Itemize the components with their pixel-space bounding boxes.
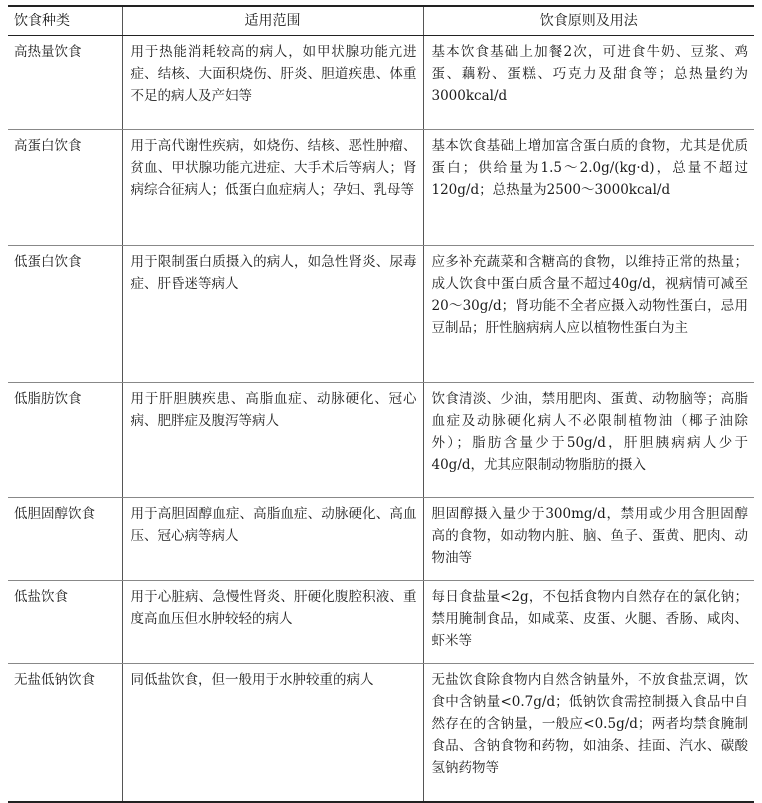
- diet-type-cell: 高热量饮食: [8, 36, 122, 130]
- principle-cell: 每日食盐量<2g，不包括食物内自然存在的氯化钠；禁用腌制食品，如咸菜、皮蛋、火腿、香肠、咸肉、虾米等: [423, 581, 754, 664]
- diet-type-cell: 低胆固醇饮食: [8, 498, 122, 581]
- table-header: [8, 6, 754, 36]
- principle-cell: 基本饮食基础上加餐2次，可进食牛奶、豆浆、鸡蛋、藕粉、蛋糕、巧克力及甜食等；总热量约为3000kcal/d: [423, 36, 754, 130]
- table-row: [8, 581, 754, 664]
- principle-cell: 无盐饮食除食物内自然含钠量外，不放食盐烹调，饮食中含钠量<0.7g/d；低钠饮食需控制摄入食品中自然存在的含钠量，一般应<0.5g/d；两者均禁食腌制食品、含钠食物和药物，如油条、挂面、汽水、碳酸氢钠药物等: [423, 664, 754, 803]
- scope-cell: 用于肝胆胰疾患、高脂血症、动脉硬化、冠心病、肥胖症及腹泻等病人: [122, 383, 423, 498]
- table-row: [8, 36, 754, 130]
- table-row: [8, 498, 754, 581]
- header-diet-type: 饮食种类: [8, 6, 122, 36]
- scope-cell: 用于心脏病、急慢性肾炎、肝硬化腹腔积液、重度高血压但水肿较轻的病人: [122, 581, 423, 664]
- table-row: [8, 664, 754, 803]
- table-row: [8, 246, 754, 383]
- diet-type-cell: 低盐饮食: [8, 581, 122, 664]
- scope-cell: 用于高胆固醇血症、高脂血症、动脉硬化、高血压、冠心病等病人: [122, 498, 423, 581]
- header-row: [8, 6, 754, 36]
- principle-cell: 应多补充蔬菜和含糖高的食物，以维持正常的热量；成人饮食中蛋白质含量不超过40g/d，视病情可减至20～30g/d；肾功能不全者应摄入动物性蛋白，忌用豆制品；肝性脑病病人应以植物性蛋白为主: [423, 246, 754, 383]
- principle-cell: 饮食清淡、少油，禁用肥肉、蛋黄、动物脑等；高脂血症及动脉硬化病人不必限制植物油（椰子油除外）；脂肪含量少于50g/d，肝胆胰病病人少于40g/d，尤其应限制动物脂肪的摄入: [423, 383, 754, 498]
- table-row: [8, 130, 754, 246]
- diet-table: [8, 5, 754, 803]
- diet-type-cell: 低脂肪饮食: [8, 383, 122, 498]
- principle-cell: 基本饮食基础上增加富含蛋白质的食物，尤其是优质蛋白；供给量为1.5～2.0g/(kg·d)，总量不超过120g/d；总热量为2500～3000kcal/d: [423, 130, 754, 246]
- scope-cell: 用于热能消耗较高的病人，如甲状腺功能亢进症、结核、大面积烧伤、肝炎、胆道疾患、体重不足的病人及产妇等: [122, 36, 423, 130]
- principle-cell: 胆固醇摄入量少于300mg/d，禁用或少用含胆固醇高的食物，如动物内脏、脑、鱼子、蛋黄、肥肉、动物油等: [423, 498, 754, 581]
- scope-cell: 用于高代谢性疾病，如烧伤、结核、恶性肿瘤、贫血、甲状腺功能亢进症、大手术后等病人；肾病综合征病人；低蛋白血症病人；孕妇、乳母等: [122, 130, 423, 246]
- diet-type-cell: 高蛋白饮食: [8, 130, 122, 246]
- header-principle: 饮食原则及用法: [423, 6, 754, 36]
- scope-cell: 用于限制蛋白质摄入的病人，如急性肾炎、尿毒症、肝昏迷等病人: [122, 246, 423, 383]
- diet-table-container: [8, 5, 754, 803]
- header-scope: 适用范围: [122, 6, 423, 36]
- table-row: [8, 383, 754, 498]
- table-body: [8, 36, 754, 803]
- diet-type-cell: 低蛋白饮食: [8, 246, 122, 383]
- scope-cell: 同低盐饮食，但一般用于水肿较重的病人: [122, 664, 423, 803]
- diet-type-cell: 无盐低钠饮食: [8, 664, 122, 803]
